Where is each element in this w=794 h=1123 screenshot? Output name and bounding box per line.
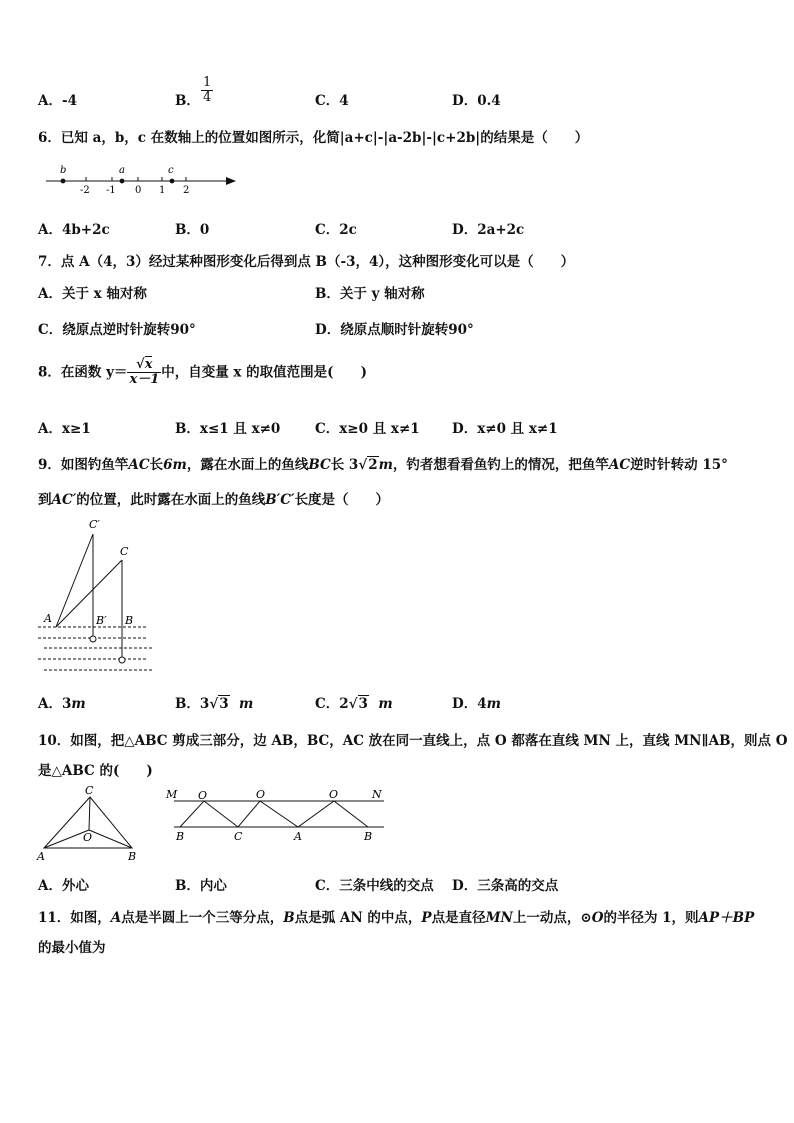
q9-stem-line1	[38, 453, 728, 473]
q11-stem-line1	[38, 906, 754, 926]
q9-text: ，钓者想看看鱼钓上的情况，把鱼竿	[392, 457, 609, 473]
q11-var-a: A	[110, 910, 122, 926]
q9-option-d-unit: m	[486, 696, 501, 712]
q9-hook-b	[119, 657, 125, 663]
q9-text: 的位置，此时露在水面上的鱼线	[76, 492, 266, 508]
q5-fraction	[201, 76, 213, 106]
q9-label-b: B	[125, 614, 134, 627]
q5-frac-den: 4	[203, 90, 212, 106]
q9-text: ，露在水面上的鱼线	[186, 457, 309, 473]
q9-var-ac: AC	[608, 457, 631, 473]
q6-tick-2: 2	[183, 185, 190, 196]
q7-option-a: A．关于 x 轴对称	[38, 286, 147, 302]
q8-stem-post: 中，自变量 x 的取值范围是( )	[161, 364, 367, 381]
q9-var-bc: BC	[308, 457, 331, 473]
q10-tri-label-c: C	[85, 784, 94, 797]
q9-label-a: A	[44, 612, 52, 625]
q6-tick--2: -2	[80, 185, 90, 196]
q9-option-d	[452, 692, 501, 712]
q10-strip-label-b1: B	[176, 830, 185, 843]
q9-text: 长	[149, 457, 164, 473]
q6-option-b: B．0	[175, 222, 210, 238]
q10-strip-label-o2: O	[256, 788, 266, 801]
q8-fraction	[127, 358, 161, 388]
q9-var-ac-prime: AC′	[51, 492, 77, 508]
q11-var-o: O	[591, 910, 604, 926]
q9-stem-line2	[38, 488, 389, 508]
q11-var-b: B	[283, 910, 295, 926]
q9-text: 长度是（ ）	[294, 492, 390, 508]
q10-stem-line1: 10．如图，把△ABC 剪成三部分，边 AB，BC，AC 放在同一直线上，点 O 都落在直线 MN 上，直线 MN∥AB，则点 O	[38, 733, 788, 749]
q5-option-c: C．4	[315, 93, 349, 109]
q9-var-ac: AC	[128, 457, 150, 473]
q9-hook-b-prime	[90, 636, 96, 642]
q11-text: 点是半圆上一个三等分点，	[121, 910, 284, 926]
q10-strip-label-a: A	[294, 830, 302, 843]
q6-point-a	[120, 179, 125, 184]
q6-point-b	[61, 179, 66, 184]
q9-fishing-rod-figure	[36, 514, 158, 672]
q9-option-c	[315, 692, 393, 712]
q6-tick--1: -1	[106, 185, 116, 196]
q10-option-b: B．内心	[175, 878, 227, 894]
q5-option-d: D．0.4	[452, 93, 501, 109]
q7-stem: 7．点 A（4，3）经过某种图形变化后得到点 B（-3，4），这种图形变化可以是（ ）	[38, 254, 575, 270]
q10-tri-label-a: A	[37, 850, 45, 863]
q10-triangle-figure	[36, 782, 146, 864]
q9-option-c-sqrt: √3	[348, 696, 368, 712]
q6-point-c	[170, 179, 175, 184]
q11-text: 上一动点，⊙	[512, 910, 592, 926]
q9-option-c-text: C．2	[315, 696, 349, 712]
q11-text: 点是弧 AN 的中点，	[294, 910, 422, 926]
q10-tri-label-b: B	[128, 850, 137, 863]
q9-text: 逆时针转动 15°	[630, 457, 728, 473]
q9-unit-m: m	[378, 457, 393, 473]
q11-text: 点是直径	[431, 910, 486, 926]
q6-label-b: b	[60, 165, 67, 176]
q10-strip-label-o1: O	[198, 789, 208, 802]
q8-option-b: B．x≤1 且 x≠0	[175, 421, 281, 437]
q10-strip-label-o3: O	[329, 788, 339, 801]
q9-radicand: 2	[368, 457, 378, 473]
q9-option-b	[175, 692, 253, 712]
q5-option-a: A．-4	[38, 93, 77, 109]
q10-stem-line2: 是△ABC 的( )	[38, 763, 153, 779]
q10-option-c: C．三条中线的交点	[315, 878, 434, 894]
q8-option-d: D．x≠0 且 x≠1	[452, 421, 558, 437]
q10-strip-label-b2: B	[364, 830, 373, 843]
q10-tri-label-o: O	[83, 831, 93, 844]
q9-option-c-radicand: 3	[358, 696, 368, 712]
q9-text: 长 3	[330, 457, 359, 473]
q9-text: 9．如图钓鱼竿	[38, 457, 129, 473]
q6-option-c: C．2c	[315, 222, 357, 238]
q6-label-a: a	[119, 165, 125, 176]
q6-option-a: A．4b+2c	[38, 222, 110, 238]
q10-option-a: A．外心	[38, 878, 89, 894]
q10-strip-label-m: M	[166, 788, 178, 801]
q10-strip-label-n: N	[372, 788, 382, 801]
q9-option-b-unit: m	[239, 696, 254, 712]
q9-rod-ac	[56, 560, 122, 627]
q8-frac-num: x	[144, 357, 153, 372]
q9-len-6m: 6m	[163, 457, 187, 473]
q11-var-mn: MN	[485, 910, 513, 926]
q6-stem: 6．已知 a，b，c 在数轴上的位置如图所示，化简|a+c|-|a-2b|-|c+2b|的结果是（ ）	[38, 130, 589, 146]
q9-option-d-text: D．4	[452, 696, 487, 712]
q10-strip-figure	[162, 782, 392, 846]
q9-option-a-text: A．3	[38, 696, 72, 712]
q5-option-b: B．	[175, 93, 200, 109]
q9-var-bc-prime: B′C′	[265, 492, 295, 508]
q9-option-a	[38, 692, 86, 712]
q9-label-c: C	[120, 545, 129, 558]
q11-expr: AP＋BP	[698, 910, 755, 926]
q8-sqrt-sign: √	[136, 357, 145, 372]
q11-text: 的半径为 1，则	[603, 910, 699, 926]
q5-frac-num: 1	[203, 75, 212, 90]
q7-option-c: C．绕原点逆时针旋转90°	[38, 322, 196, 338]
q6-tick-0: 0	[135, 185, 142, 196]
q8-option-c: C．x≥0 且 x≠1	[315, 421, 420, 437]
q9-sqrt: √2	[358, 457, 378, 473]
q9-option-b-radicand: 3	[219, 696, 229, 712]
q11-var-p: P	[421, 910, 432, 926]
q8-stem-pre: 8．在函数 y＝	[38, 364, 128, 381]
q9-label-b-prime: B′	[96, 614, 107, 627]
q10-strip-label-c: C	[234, 830, 243, 843]
q11-stem-line2: 的最小值为	[38, 940, 106, 956]
q9-text: 到	[38, 492, 52, 508]
q11-text: 11．如图，	[38, 910, 111, 926]
q10-option-d: D．三条高的交点	[452, 878, 559, 894]
q9-label-c-prime: C′	[89, 518, 100, 531]
q8-stem	[38, 358, 367, 388]
q9-rod-ac-prime	[56, 534, 93, 627]
q7-option-b: B．关于 y 轴对称	[315, 286, 425, 302]
q6-tick-1: 1	[159, 185, 166, 196]
q9-option-c-unit: m	[378, 696, 393, 712]
q9-option-a-unit: m	[71, 696, 86, 712]
q6-number-line	[40, 160, 240, 196]
q9-option-b-text: B．3	[175, 696, 210, 712]
q7-option-d: D．绕原点顺时针旋转90°	[315, 322, 474, 338]
q9-option-b-sqrt: √3	[209, 696, 229, 712]
q8-option-a: A．x≥1	[38, 421, 91, 437]
q6-option-d: D．2a+2c	[452, 222, 525, 238]
q6-label-c: c	[168, 165, 174, 176]
q8-frac-den: x－1	[129, 372, 160, 388]
